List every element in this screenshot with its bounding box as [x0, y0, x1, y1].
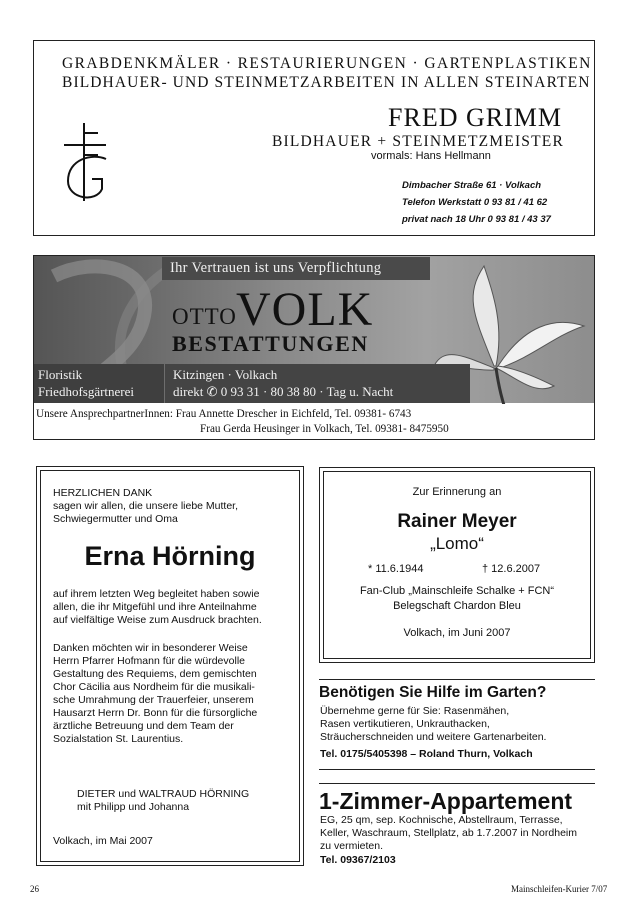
- volk-floristik-line2: Friedhofsgärtnerei: [38, 384, 135, 399]
- grimm-ad: [33, 40, 595, 236]
- thanks-heading: HERZLICHEN DANK: [53, 487, 153, 499]
- garden-line1: Übernehme gerne für Sie: Rasenmähen,: [320, 705, 510, 717]
- grimm-title: BILDHAUER + STEINMETZMEISTER: [271, 133, 564, 150]
- volk-name: VOLK: [236, 283, 374, 336]
- garden-heading: Benötigen Sie Hilfe im Garten?: [319, 684, 547, 701]
- volk-contact-bar: [165, 364, 470, 403]
- volk-contacts: [34, 404, 594, 440]
- volk-bestattungen: BESTATTUNGEN: [172, 331, 369, 356]
- thanks-body2-line6: Hausarzt Herrn Dr. Bonn für die fürsorgliche: [53, 707, 258, 719]
- apartment-line3: zu vermieten.: [320, 840, 384, 852]
- garden-rule-bottom: [319, 769, 595, 770]
- memorial-intro: Zur Erinnerung an: [412, 486, 502, 498]
- publication-name: Mainschleifen-Kurier 7/07: [511, 884, 608, 894]
- grimm-services-line1: GRABDENKMÄLER · RESTAURIERUNGEN · GARTENPLASTIKEN: [62, 55, 592, 72]
- grimm-services-line2: BILDHAUER- UND STEINMETZARBEITEN IN ALLEN STEINARTEN: [62, 74, 591, 91]
- apartment-heading: 1-Zimmer-Appartement: [319, 788, 573, 814]
- memorial-born: * 11.6.1944: [368, 563, 424, 575]
- grimm-logo-icon: [62, 123, 110, 203]
- grimm-phone-work: Telefon Werkstatt 0 93 81 / 41 62: [402, 197, 548, 208]
- memorial-notice: [319, 467, 595, 663]
- thanks-body1-line1: auf ihrem letzten Weg begleitet haben sowie: [53, 588, 260, 600]
- volk-contact-line2: Frau Gerda Heusinger in Volkach, Tel. 09381- 8475950: [200, 423, 449, 435]
- garden-contact: Tel. 0175/5405398 – Roland Thurn, Volkach: [320, 748, 533, 760]
- thanks-signature-1: DIETER und WALTRAUD HÖRNING: [77, 788, 250, 800]
- memorial-died: † 12.6.2007: [482, 563, 541, 575]
- volk-phone: direkt ✆ 0 93 31 · 80 38 80 · Tag u. Nacht: [173, 384, 394, 399]
- apartment-line2: Keller, Waschraum, Stellplatz, ab 1.7.2007 in Nordheim: [320, 827, 577, 839]
- thanks-body2-line4: Chor Cäcilia aus Nordheim für die musikali-: [53, 681, 255, 693]
- grimm-name: FRED GRIMM: [388, 103, 562, 132]
- thanks-deceased-name: Erna Hörning: [84, 541, 256, 571]
- page-number: 26: [30, 884, 39, 894]
- thanks-body2-line8: Sozialstation St. Laurentius.: [53, 733, 184, 745]
- thanks-intro-1: sagen wir allen, die unsere liebe Mutter,: [53, 500, 239, 512]
- volk-ad: [33, 255, 595, 440]
- thanks-body2-line7: ärztliche Betreuung und dem Team der: [53, 720, 234, 732]
- memorial-name: Rainer Meyer: [397, 511, 517, 532]
- thanks-intro-2: Schwiegermutter und Oma: [53, 513, 178, 525]
- thanks-body2-line2: Herrn Pfarrer Hofmann für die würdevolle: [53, 655, 245, 667]
- volk-otto: OTTO: [172, 304, 237, 329]
- apartment-rule-top: [319, 783, 595, 784]
- thanks-place-date: Volkach, im Mai 2007: [53, 835, 153, 847]
- garden-line2: Rasen vertikutieren, Unkrauthacken,: [320, 718, 490, 730]
- grimm-phone-private: privat nach 18 Uhr 0 93 81 / 43 37: [402, 214, 551, 225]
- volk-locations: Kitzingen · Volkach: [173, 367, 278, 382]
- memorial-place-date: Volkach, im Juni 2007: [403, 627, 511, 639]
- thanks-body2-line3: Gestaltung des Requiems, dem gemischten: [53, 668, 257, 680]
- grimm-previously: vormals: Hans Hellmann: [371, 150, 491, 162]
- grimm-address: Dimbacher Straße 61 · Volkach: [402, 180, 542, 191]
- apartment-contact: Tel. 09367/2103: [320, 854, 396, 866]
- memorial-nickname: „Lomo“: [430, 534, 484, 553]
- volk-floristik: [34, 364, 164, 403]
- garden-rule-top: [319, 679, 595, 680]
- memorial-club: Fan-Club „Mainschleife Schalke + FCN“: [359, 585, 555, 597]
- volk-floristik-line1: Floristik: [38, 367, 83, 382]
- thanks-body2-line5: sche Umrahmung der Trauerfeier, unserem: [53, 694, 254, 706]
- thanks-body1-line3: auf vielfältige Weise zum Ausdruck brachten.: [53, 614, 262, 626]
- volk-contact-line1: Unsere AnsprechpartnerInnen: Frau Annette Drescher in Eichfeld, Tel. 09381- 6743: [36, 408, 412, 420]
- thanks-notice: [36, 466, 304, 866]
- thanks-signature-2: mit Philipp und Johanna: [77, 801, 190, 813]
- thanks-body2-line1: Danken möchten wir in besonderer Weise: [53, 642, 248, 654]
- memorial-staff: Belegschaft Chardon Bleu: [393, 600, 521, 612]
- thanks-body1-line2: allen, die ihr Mitgefühl und ihre Anteilnahme: [53, 601, 257, 613]
- apartment-line1: EG, 25 qm, sep. Kochnische, Abstellraum, Terrasse,: [320, 814, 563, 826]
- volk-slogan: Ihr Vertrauen ist uns Verpflichtung: [162, 257, 430, 280]
- garden-line3: Sträucherschneiden und weitere Gartenarbeiten.: [320, 731, 547, 743]
